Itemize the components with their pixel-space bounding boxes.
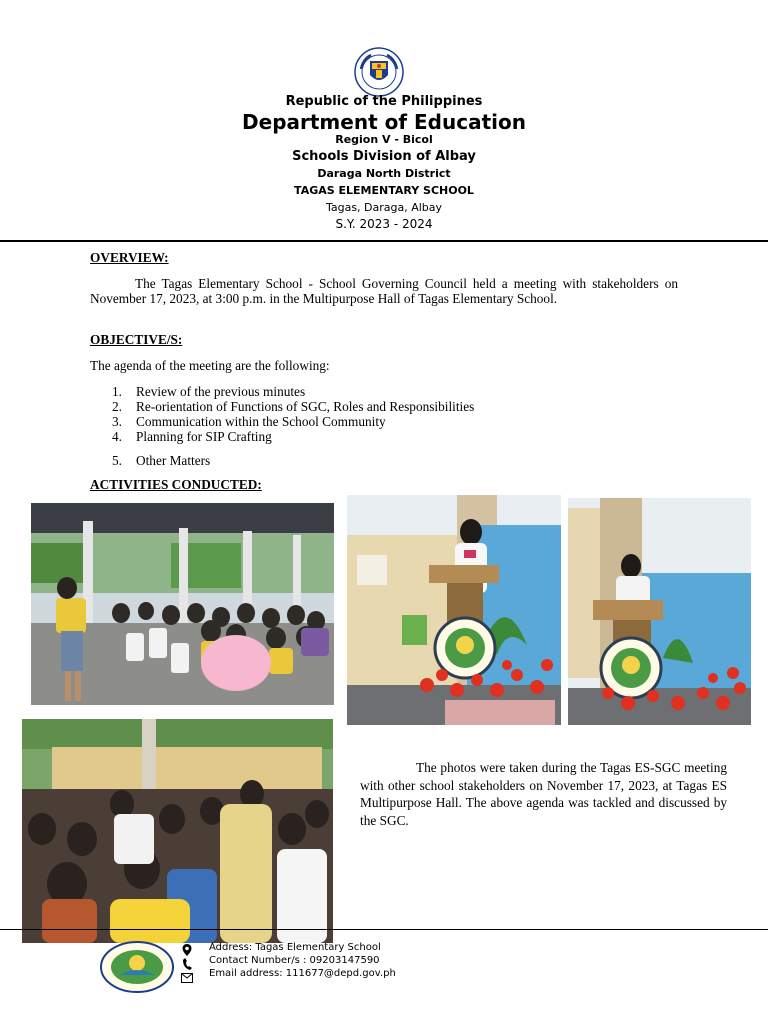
department-title: Department of Education <box>242 110 526 134</box>
deped-seal <box>350 47 408 97</box>
school-logo <box>100 941 174 993</box>
location-icon <box>182 943 192 955</box>
list-number: 2. <box>112 399 122 414</box>
footer-address: Address: Tagas Elementary School <box>209 942 381 953</box>
school-name: TAGAS ELEMENTARY SCHOOL <box>294 184 474 197</box>
list-number: 1. <box>112 384 122 399</box>
school-year: S.Y. 2023 - 2024 <box>335 217 433 231</box>
republic-line: Republic of the Philippines <box>285 94 483 109</box>
activity-photo-speaker-man <box>568 498 751 725</box>
phone-icon <box>183 957 192 969</box>
email-icon <box>181 970 193 980</box>
list-number: 5. <box>112 453 122 468</box>
header-divider <box>0 240 768 242</box>
overview-heading: OVERVIEW: <box>90 250 169 265</box>
region-line: Region V - Bicol <box>335 133 433 146</box>
activities-heading: ACTIVITIES CONDUCTED: <box>90 477 262 492</box>
list-item <box>112 429 272 444</box>
list-text: Communication within the School Community <box>136 414 386 429</box>
footer-email: Email address: 111677@depd.gov.ph <box>209 968 396 979</box>
list-text: Review of the previous minutes <box>136 384 306 399</box>
list-number: 4. <box>112 429 122 444</box>
school-address: Tagas, Daraga, Albay <box>325 201 443 214</box>
overview-paragraph: The Tagas Elementary School - School Governing Council held a meeting with stakeholders on November 17, 2023, at 3:00 p.m. in the Multipurpose Hall of Tagas Elementary School. <box>90 276 678 306</box>
list-text: Other Matters <box>136 453 211 468</box>
activity-photo-speaker-woman <box>347 495 561 725</box>
footer-divider <box>0 929 768 930</box>
agenda-intro: The agenda of the meeting are the following: <box>90 358 330 373</box>
footer-contact: Contact Number/s : 09203147590 <box>209 955 380 966</box>
list-text: Re-orientation of Functions of SGC, Roles and Responsibilities <box>136 399 475 414</box>
activity-photo-participants <box>22 719 333 943</box>
list-number: 3. <box>112 414 122 429</box>
list-text: Planning for SIP Crafting <box>136 429 272 444</box>
activity-photo-crowd-court <box>31 503 334 705</box>
photos-caption: The photos were taken during the Tagas ES-SGC meeting with other school stakeholders on November 17, 2023, at Tagas ES Multipurpose Hall. The above agenda was tackled and discussed by the SGC. <box>360 760 727 828</box>
list-item <box>112 384 306 399</box>
list-item <box>112 414 386 429</box>
list-item <box>112 399 475 414</box>
list-item <box>112 453 211 468</box>
objectives-heading: OBJECTIVE/S: <box>90 332 183 347</box>
division-line: Schools Division of Albay <box>292 149 476 164</box>
district-line: Daraga North District <box>317 167 451 180</box>
